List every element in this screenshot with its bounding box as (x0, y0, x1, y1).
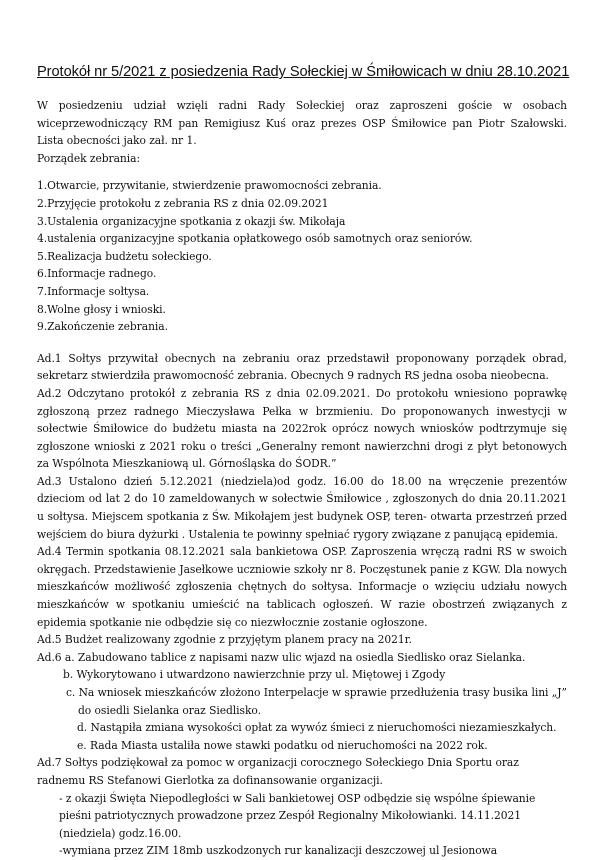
agenda-item: 7.Informacje sołtysa. (37, 284, 150, 298)
ad6-item: e. Rada Miasta ustaliła nowe stawki podatku od nieruchomości na 2022 rok. (77, 738, 488, 752)
agenda-heading: Porządek zebrania: (37, 151, 140, 165)
ad4-paragraph: Ad.4 Termin spotkania 08.12.2021 sala bankietowa OSP. Zaproszenia wręczą radni RS w swoich okręgach. Przedstawienie Jasełkowe uczniowie szkoły nr 8. Poczęstunek panie z KGW. Dla nowych mieszkańców możliwość zgłoszenia chętnych do sołtysa. Informacje o wzięciu udziału nowych mieszkańców w spotkaniu umieścić na tablicach ogłoszeń. W razie obostrzeń związanych z epidemia spotkanie nie odbędzie się co niezwłocznie zostanie ogłoszone. (37, 545, 567, 629)
ad6-item: b. Wykorytowano i utwardzono nawierzchnie przy ul. Miętowej i Zgody (63, 668, 446, 682)
agenda-item: 3.Ustalenia organizacyjne spotkania z okazji św. Mikołaja (37, 214, 346, 228)
ad6-item: c. Na wniosek mieszkańców złożono Interpelacje w sprawie przedłużenia trasy busika lini „J” do osiedli Sielanka oraz Siedlisko. (66, 686, 567, 717)
agenda-item: 2.Przyjęcie protokołu z zebrania RS z dnia 02.09.2021 (37, 196, 329, 210)
agenda-list (37, 177, 567, 335)
ad1-paragraph: Ad.1 Sołtys przywitał obecnych na zebraniu oraz przedstawił proponowany porządek obrad, sekretarz stwierdziła prawomocność zebrania. Obecnych 9 radnych RS jedna osoba nieobecna. (37, 351, 567, 383)
ad7-item: -wymiana przez ZIM 18mb uszkodzonych rur kanalizacji deszczowej ul Jesionowa (59, 844, 498, 858)
agenda-item: 4.ustalenia organizacyjne spotkania opłatkowego osób samotnych oraz seniorów. (37, 232, 473, 246)
agenda-item: 5.Realizacja budżetu sołeckiego. (37, 249, 212, 263)
agenda-item: 1.Otwarcie, przywitanie, stwierdzenie prawomocności zebrania. (37, 179, 382, 193)
document-title: Protokół nr 5/2021 z posiedzenia Rady Sołeckiej w Śmiłowicach w dniu 28.10.2021 (37, 64, 570, 80)
intro-paragraph: W posiedzeniu udział wzięli radni Rady Sołeckiej oraz zaproszeni goście w osobach wiceprzewodniczący RM pan Remigiusz Kuś oraz prezes OSP Śmiłowice pan Piotr Szałowski. Lista obecności jako zał. nr 1. (37, 99, 567, 148)
ad7-lead: Ad.7 Sołtys podziękował za pomoc w organizacji corocznego Sołeckiego Dnia Sportu oraz radnemu RS Stefanowi Gierlotka za dofinansowanie organizacji. (37, 756, 519, 787)
ad6-list (37, 666, 567, 754)
agenda-item: 9.Zakończenie zebrania. (37, 320, 168, 334)
agenda-item: 8.Wolne głosy i wnioski. (37, 302, 166, 316)
agenda-item: 6.Informacje radnego. (37, 267, 157, 281)
ad5-paragraph: Ad.5 Budżet realizowany zgodnie z przyjętym planem pracy na 2021r. (37, 633, 412, 647)
ad6-lead: Ad.6 a. Zabudowano tablice z napisami nazw ulic wjazd na osiedla Siedlisko oraz Sielanka. (37, 650, 526, 664)
ad6-item: d. Nastąpiła zmiana wysokości opłat za wywóz śmieci z nieruchomości niezamieszkałych. (77, 721, 557, 735)
ad7-item: - z okazji Święta Niepodległości w Sali bankietowej OSP odbędzie się wspólne śpiewanie pieśni patriotycznych prowadzone przez Zespół Regionalny Mikołowianki. 14.11.2021 (niedziela) godz.16.00. (59, 791, 536, 840)
spacer (37, 336, 567, 350)
document-body (37, 97, 567, 860)
spacer (37, 167, 567, 177)
ad2-paragraph: Ad.2 Odczytano protokół z zebrania RS z dnia 02.09.2021. Do protokołu wniesiono poprawkę zgłoszoną przez radnego Mieczysława Pełka w brzmieniu. Do proponowanych inwestycji w sołectwie Śmiłowice do budżetu miasta na 2022rok oprócz nowych wniosków podtrzymuje się zgłoszone wnioski z 2021 roku o treści „Generalny remont nawierzchni drogi z płyt betonowych za Wspólnota Mieszkaniową ul. Górnośląska do ŚODR.” (37, 386, 567, 471)
ad7-list (37, 790, 567, 860)
ad3-paragraph: Ad.3 Ustalono dzień 5.12.2021 (niedziela)od godz. 16.00 do 18.00 na wręczenie prezentów dzieciom od lat 2 do 10 zameldowanych w sołectwie Śmiłowice , zgłoszonych do dnia 20.11.2021 u sołtysa. Miejscem spotkania z Św. Mikołajem jest budynek OSP, teren- otwarta przestrzeń przed wejściem do biura dyżurki . Ustalenia te powinny spełniać rygory związane z panującą epidemia. (37, 474, 567, 541)
